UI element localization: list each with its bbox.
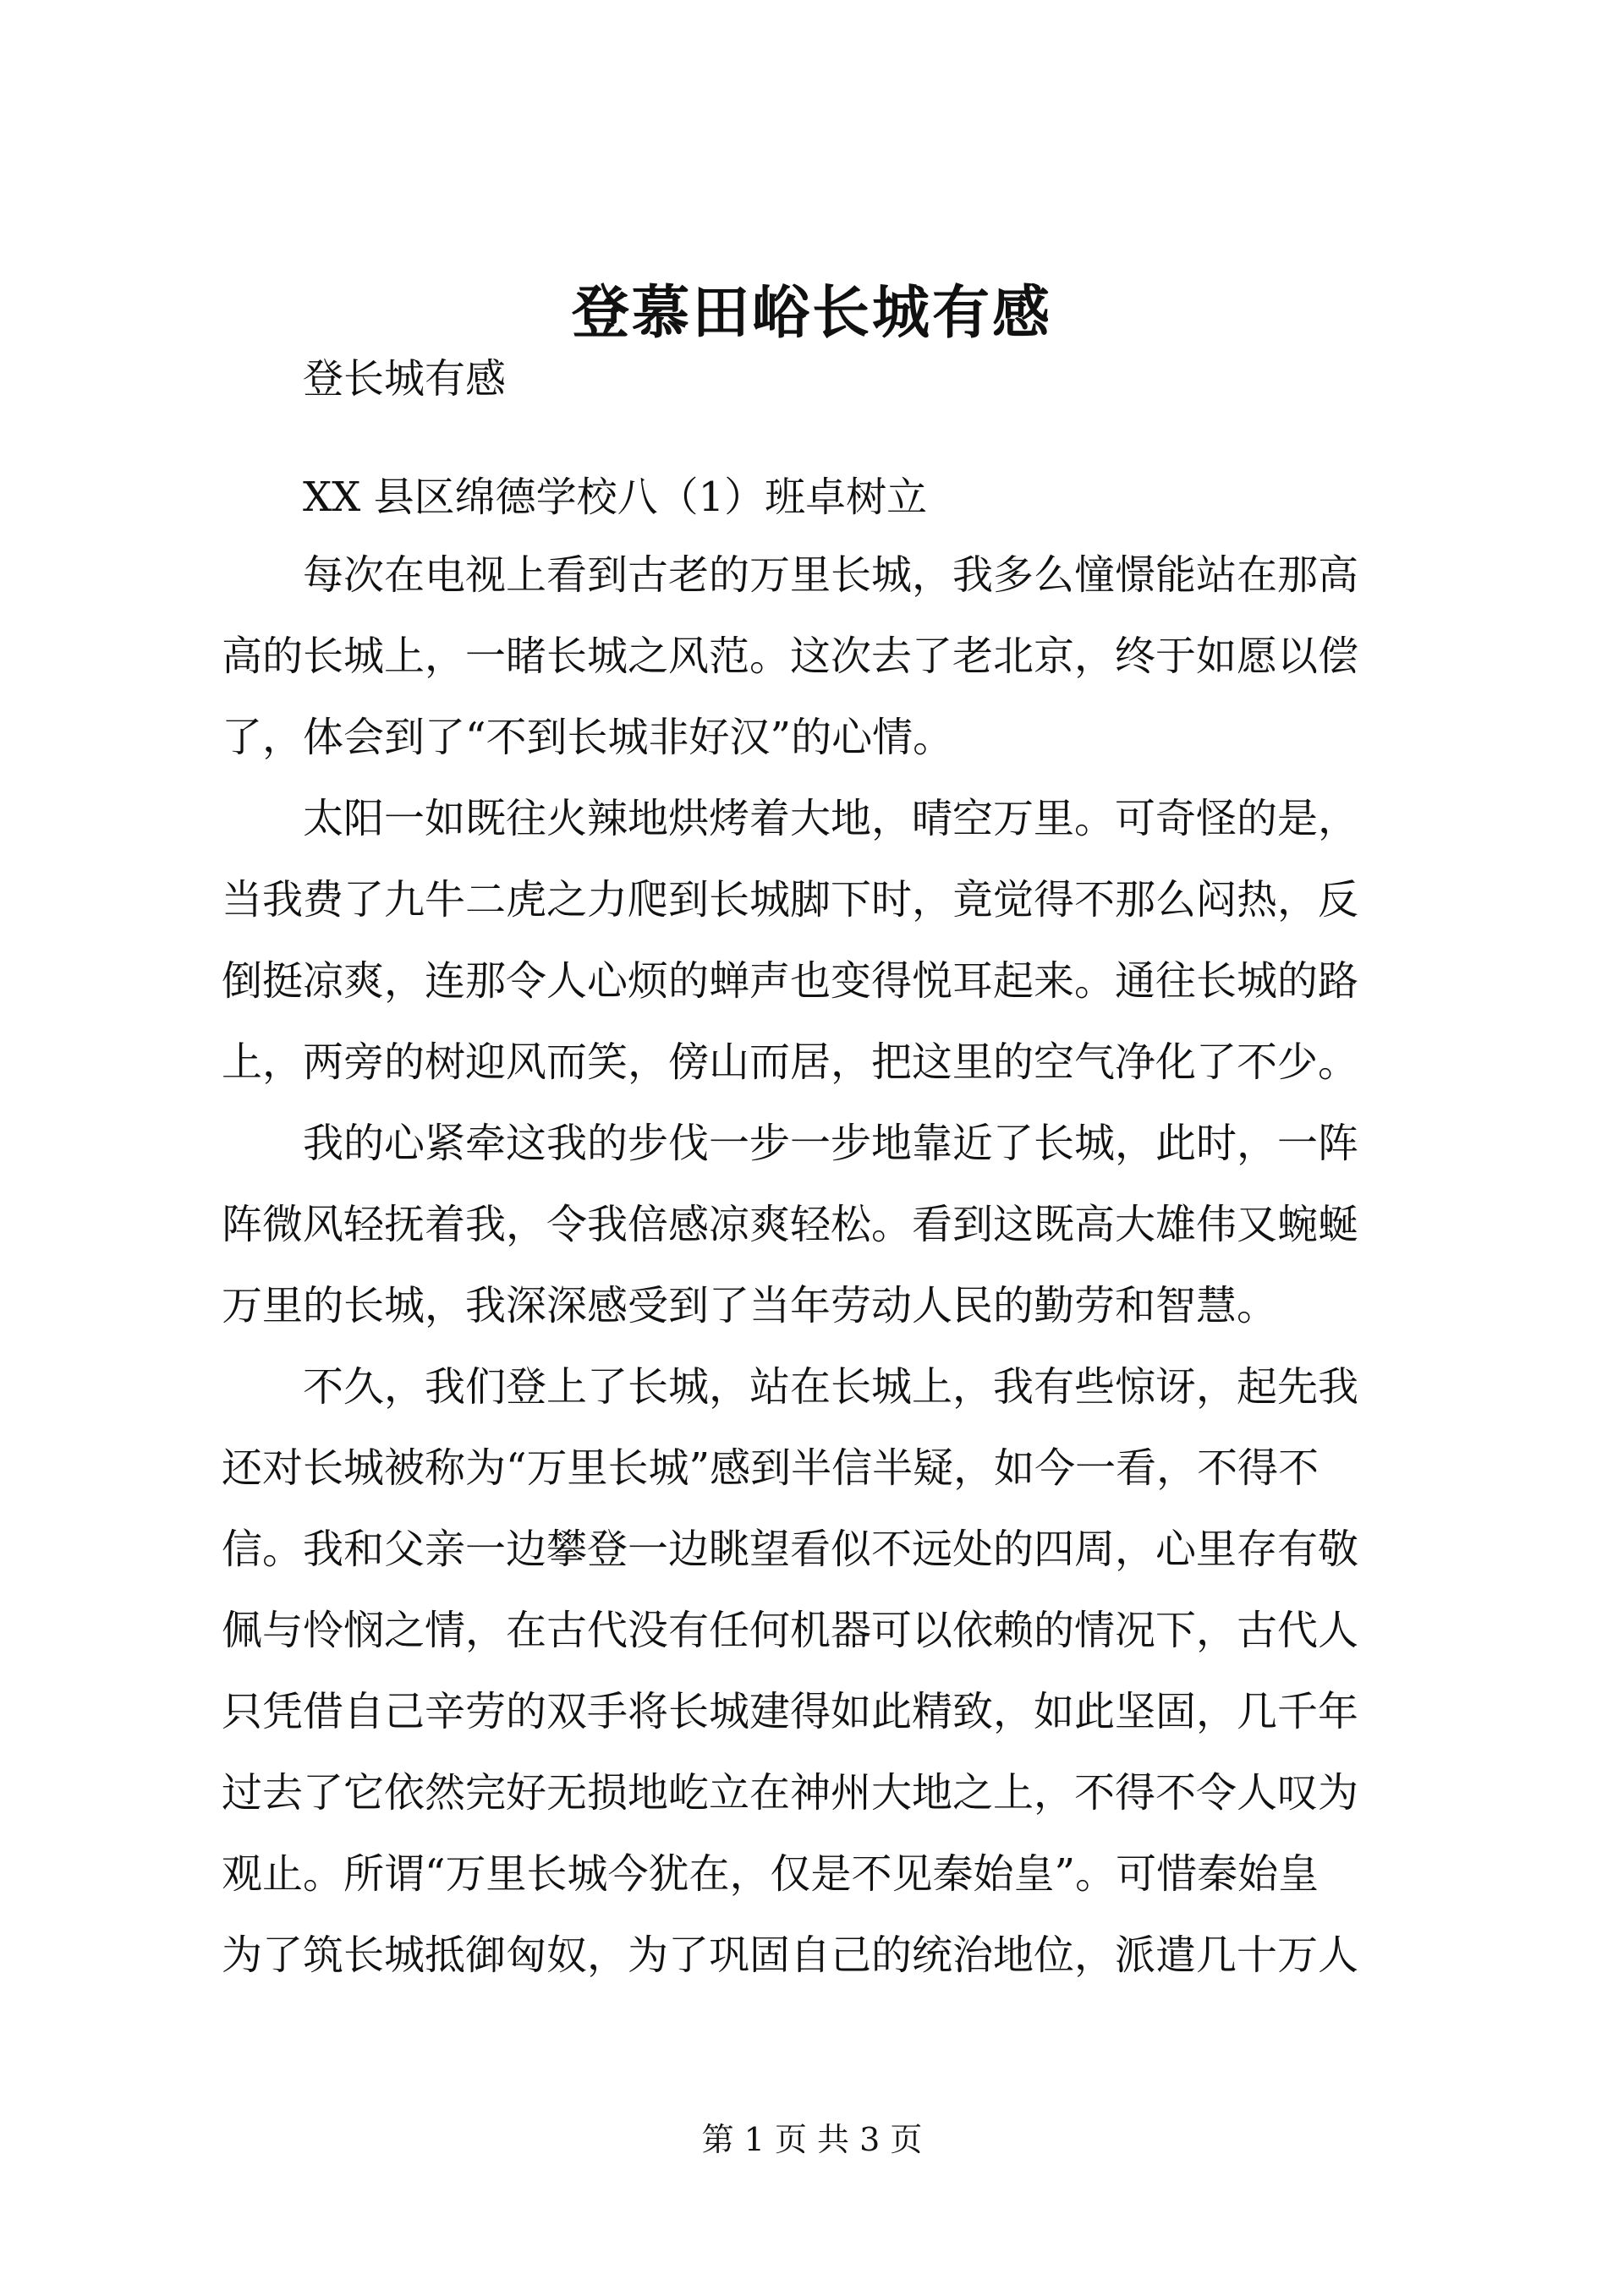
paragraph-line: 不久，我们登上了长城，站在长城上，我有些惊讶，起先我 [303, 1363, 1359, 1411]
paragraph-line: 为了筑长城抵御匈奴，为了巩固自己的统治地位，派遣几十万人 [222, 1932, 1359, 1979]
paragraph-line: 倒挺凉爽，连那令人心烦的蝉声也变得悦耳起来。通往长城的路 [222, 957, 1359, 1005]
author-line: XX 县区绵德学校八（1）班卓树立 [303, 474, 928, 521]
paragraph-line: 还对长城被称为“万里长城”感到半信半疑，如今一看，不得不 [222, 1444, 1320, 1492]
paragraph-line: 观止。所谓“万里长城今犹在，仅是不见秦始皇”。可惜秦始皇 [222, 1850, 1320, 1898]
paragraph-line: 过去了它依然完好无损地屹立在神州大地之上，不得不令人叹为 [222, 1769, 1359, 1817]
paragraph-line: 高的长城上，一睹长城之风范。这次去了老北京，终于如愿以偿 [222, 633, 1359, 680]
page-footer: 第 1 页 共 3 页 [701, 2121, 923, 2158]
paragraph-line: 只凭借自己辛劳的双手将长城建得如此精致，如此坚固，几千年 [222, 1688, 1359, 1735]
paragraph-line: 万里的长城，我深深感受到了当年劳动人民的勤劳和智慧。 [222, 1282, 1278, 1329]
subtitle-line: 登长城有感 [303, 355, 507, 403]
paragraph-line: 了，体会到了“不到长城非好汉”的心情。 [222, 714, 954, 761]
paragraph-line: 信。我和父亲一边攀登一边眺望看似不远处的四周，心里存有敬 [222, 1526, 1359, 1573]
paragraph-line: 太阳一如既往火辣地烘烤着大地，晴空万里。可奇怪的是， [303, 795, 1359, 842]
paragraph-line: 上，两旁的树迎风而笑，傍山而居，把这里的空气净化了不少。 [222, 1038, 1359, 1086]
paragraph-line: 每次在电视上看到古老的万里长城，我多么憧憬能站在那高 [303, 551, 1359, 599]
document-title: 登慕田峪长城有感 [571, 279, 1052, 347]
paragraph-line: 佩与怜悯之情，在古代没有任何机器可以依赖的情况下，古代人 [222, 1607, 1359, 1654]
paragraph-line: 阵微风轻抚着我，令我倍感凉爽轻松。看到这既高大雄伟又蜿蜒 [222, 1201, 1359, 1248]
paragraph-line: 当我费了九牛二虎之力爬到长城脚下时，竟觉得不那么闷热，反 [222, 876, 1359, 923]
paragraph-line: 我的心紧牵这我的步伐一步一步地靠近了长城，此时，一阵 [303, 1120, 1359, 1167]
